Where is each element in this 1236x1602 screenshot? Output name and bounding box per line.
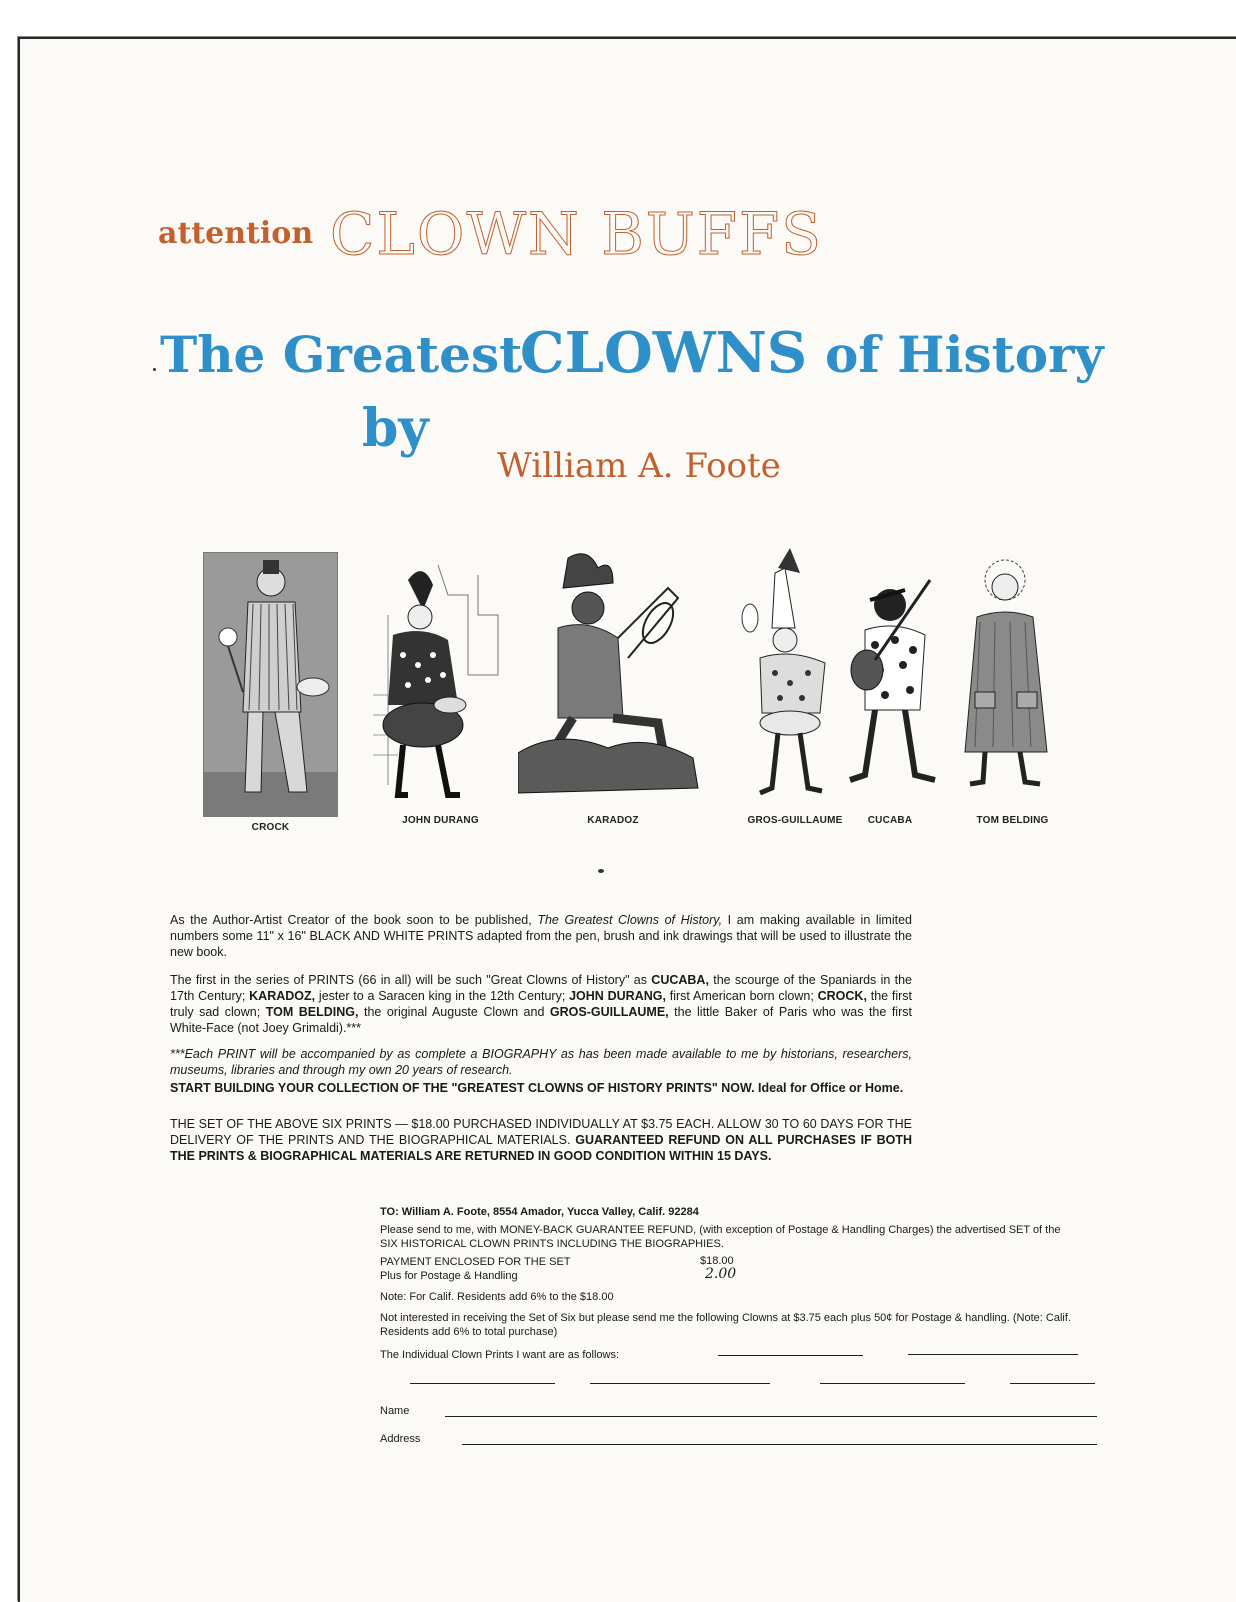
print-choice-line-6[interactable] bbox=[1010, 1383, 1095, 1384]
title-part-3: of History bbox=[825, 325, 1104, 384]
print-choice-line-1[interactable] bbox=[718, 1355, 863, 1356]
ink-speck bbox=[153, 368, 156, 371]
title-part-2: CLOWNS bbox=[520, 320, 808, 386]
order-request: Please send to me, with MONEY-BACK GUARANTEE REFUND, (with exception of Postage & Handling Charges) the advertised SET of the SIX HISTORICAL CLOWN PRINTS INCLUDING THE BIOGRAPHIES. bbox=[380, 1224, 1061, 1250]
caption-cucaba: CUCABA bbox=[867, 815, 913, 826]
name-field[interactable] bbox=[445, 1416, 1097, 1417]
ink-speck bbox=[598, 869, 604, 873]
name-label: Name bbox=[380, 1405, 410, 1417]
cucaba-illustration bbox=[835, 560, 955, 800]
payment-value: $18.00 bbox=[700, 1255, 734, 1267]
paragraph-series: The first in the series of PRINTS (66 in all) will be such "Great Clowns of History" as CUCABA, the scourge of the Spaniards in the 17th Century; KARADOZ, jester to a Saracen king in the 12th Century; JOHN DURANG, first American born clown; CROCK, the first truly sad clown; TOM BELDING, the original Auguste Clown and GROS-GUILLAUME, the little Baker of Paris who was the first White-Face (not Joey Grimaldi).*** bbox=[170, 973, 913, 1035]
title-part-1: The Greatest bbox=[160, 325, 523, 384]
crock-illustration bbox=[203, 552, 338, 817]
order-to-address: TO: William A. Foote, 8554 Amador, Yucca Valley, Calif. 92284 bbox=[380, 1206, 699, 1218]
paragraph-biography: ***Each PRINT will be accompanied by as complete a BIOGRAPHY as has been made available to me by historians, researchers, museums, libraries and through my own 20 years of research. bbox=[170, 1047, 912, 1077]
print-choice-line-5[interactable] bbox=[820, 1383, 965, 1384]
paragraph-pricing: THE SET OF THE ABOVE SIX PRINTS — $18.00 PURCHASED INDIVIDUALLY AT $3.75 EACH. ALLOW 30 TO 60 DAYS FOR THE DELIVERY OF THE PRINTS AND THE BIOGRAPHICAL MATERIALS. GUARANTEED REFUND ON ALL PURCHASES IF BOTH THE PRINTS & BIOGRAPHICAL MATERIALS ARE RETURNED IN GOOD CONDITION WITHIN 15 DAYS. bbox=[170, 1117, 912, 1163]
postage-label: Plus for Postage & Handling bbox=[380, 1270, 518, 1282]
caption-crock: CROCK bbox=[251, 822, 290, 833]
karadoz-illustration bbox=[518, 548, 708, 800]
tom-belding-illustration bbox=[955, 552, 1070, 800]
by-text: by bbox=[362, 398, 429, 459]
individual-note: Not interested in receiving the Set of Six but please send me the following Clowns at $3.75 each plus 50¢ for Postage & handling. (Note: Calif. Residents add 6% to total purchase) bbox=[380, 1312, 1071, 1338]
caption-karadoz: KARADOZ bbox=[587, 815, 639, 826]
calif-note: Note: For Calif. Residents add 6% to the $18.00 bbox=[380, 1291, 614, 1303]
attention-text: attention bbox=[158, 216, 314, 251]
individual-prints-label: The Individual Clown Prints I want are as follows: bbox=[380, 1349, 620, 1361]
paragraph-start-collection: START BUILDING YOUR COLLECTION OF THE "GREATEST CLOWNS OF HISTORY PRINTS" NOW. Ideal for Office or Home. bbox=[170, 1081, 904, 1095]
caption-tom-belding: TOM BELDING bbox=[976, 815, 1049, 826]
caption-gros-guillaume: GROS-GUILLAUME bbox=[747, 815, 843, 826]
caption-john-durang: JOHN DURANG bbox=[402, 815, 479, 826]
address-label: Address bbox=[380, 1433, 421, 1445]
address-field[interactable] bbox=[462, 1444, 1097, 1445]
payment-label: PAYMENT ENCLOSED FOR THE SET bbox=[380, 1256, 571, 1268]
clown-buffs-heading: CLOWN BUFFS bbox=[330, 200, 823, 268]
print-choice-line-2[interactable] bbox=[908, 1354, 1078, 1355]
print-choice-line-4[interactable] bbox=[590, 1383, 770, 1384]
paragraph-intro: As the Author-Artist Creator of the book soon to be published, The Greatest Clowns of History, I am making available in limited numbers some 11" x 16" BLACK AND WHITE PRINTS adapted from the pen, brush and ink drawings that will be used to illustrate the new book. bbox=[170, 913, 912, 959]
author-name: William A. Foote bbox=[497, 446, 781, 486]
print-choice-line-3[interactable] bbox=[410, 1383, 555, 1384]
john-durang-illustration bbox=[368, 555, 513, 810]
postage-value: 2.00 bbox=[705, 1266, 737, 1282]
